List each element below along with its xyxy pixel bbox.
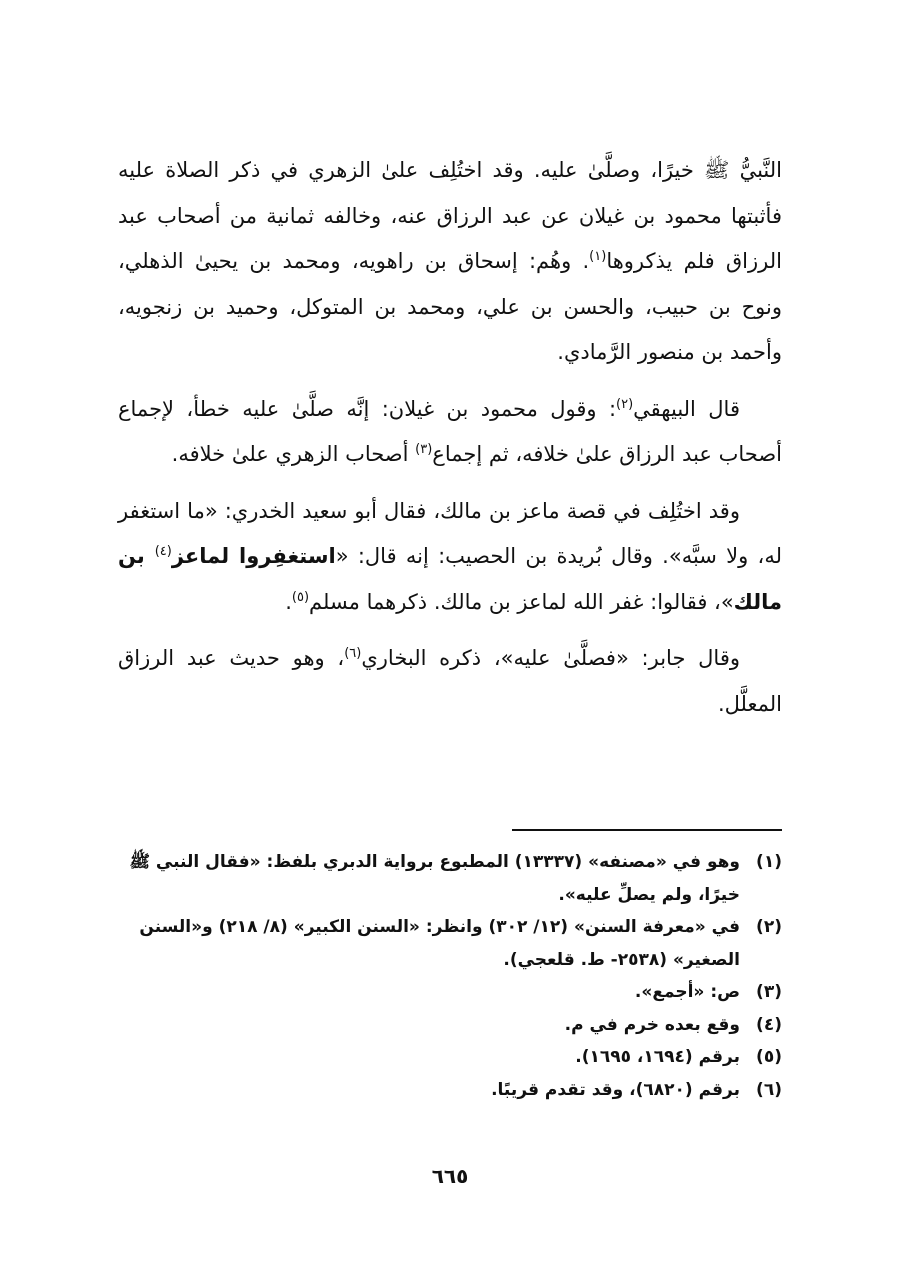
- footnote-number: (٤): [756, 1014, 782, 1035]
- page-number: ٦٦٥: [431, 1164, 469, 1188]
- footnote: [118, 846, 782, 911]
- text-segment: : وقول محمود بن غيلان: إنَّه صلَّىٰ عليه خطأ، لإجماع أصحاب عبد الرزاق علىٰ خلافه، ثم إجماع: [118, 396, 782, 466]
- footnote-marker: (٣): [415, 442, 433, 457]
- footnotes: [118, 846, 782, 1106]
- footnote: [118, 911, 782, 976]
- text-segment: وقال جابر: «فصلَّىٰ عليه»، ذكره البخاري: [361, 646, 740, 670]
- footnote-number: (٢): [756, 917, 782, 937]
- text-segment: »، فقالوا: غفر الله لماعز بن مالك. ذكرهما مسلم: [309, 589, 734, 614]
- paragraph: [118, 636, 782, 727]
- text-segment: وقد اختُلِف في قصة ماعز بن مالك، فقال أبو سعيد الخدري: «ما استغفر له، ولا سبَّه». وقال بُريدة بن الحصيب: إنه قال: «: [118, 498, 782, 568]
- bold-text: بن مالك: [118, 544, 782, 614]
- text-segment: النَّبيُّ ﷺ خيرًا، وصلَّىٰ عليه. وقد اختُلِف علىٰ الزهري في ذكر الصلاة عليه فأثبتها محمود بن غيلان عن عبد الرزاق عنه، وخالفه ثمانية من أصحاب عبد الرزاق فلم يذكروها: [118, 158, 782, 273]
- footnote: [118, 1074, 782, 1107]
- paragraph: [118, 148, 782, 376]
- footnote: [118, 1009, 782, 1042]
- footnote-text: وهو في «مصنفه» (١٣٣٣٧) المطبوع برواية الدبري بلفظ: «فقال النبي ﷺ خيرًا، ولم يصلِّ عليه».: [129, 852, 740, 905]
- footnote-marker: (٦): [344, 646, 362, 661]
- footnote-text: وقع بعده خرم في م.: [564, 1014, 740, 1035]
- footnote-marker: (١): [589, 249, 607, 264]
- footnote: [118, 1041, 782, 1074]
- text-segment: أصحاب الزهري علىٰ خلافه.: [171, 442, 416, 466]
- text-segment: ، وهو حديث عبد الرزاق المعلَّل.: [118, 646, 782, 716]
- footnote-number: (١): [756, 852, 782, 872]
- footnote-number: (٣): [756, 982, 782, 1002]
- footnote-text: برقم (٦٨٢٠)، وقد تقدم قريبًا.: [491, 1079, 740, 1100]
- footnote-text: ص: «أجمع».: [634, 982, 740, 1002]
- footnote: [118, 976, 782, 1009]
- footnote-number: (٦): [756, 1079, 782, 1100]
- footnote-marker: (٥): [291, 589, 310, 605]
- footnote-marker: (٤): [154, 544, 172, 559]
- main-text: [118, 148, 782, 738]
- paragraph: [118, 489, 782, 626]
- paragraph: [118, 387, 782, 478]
- footnote-number: (٥): [756, 1047, 782, 1067]
- footnote-divider: [512, 829, 782, 831]
- text-segment: .: [285, 589, 292, 614]
- footnote-text: برقم (١٦٩٤، ١٦٩٥).: [575, 1047, 740, 1067]
- bold-text: استغفِروا لماعز: [171, 544, 336, 568]
- text-segment: قال البيهقي: [633, 396, 740, 421]
- footnote-text: في «معرفة السنن» (١٢/ ٣٠٢) وانظر: «السنن الكبير» (٨/ ٢١٨) و«السنن الصغير» (٢٥٣٨- ط. قلعجي).: [139, 917, 740, 970]
- footnote-marker: (٢): [616, 396, 634, 412]
- text-segment: . وهُم: إسحاق بن راهويه، ومحمد بن يحيىٰ الذهلي، ونوح بن حبيب، والحسن بن علي، ومحمد بن المتوكل، وحميد بن زنجويه، وأحمد بن منصور الرَّمادي.: [118, 249, 782, 364]
